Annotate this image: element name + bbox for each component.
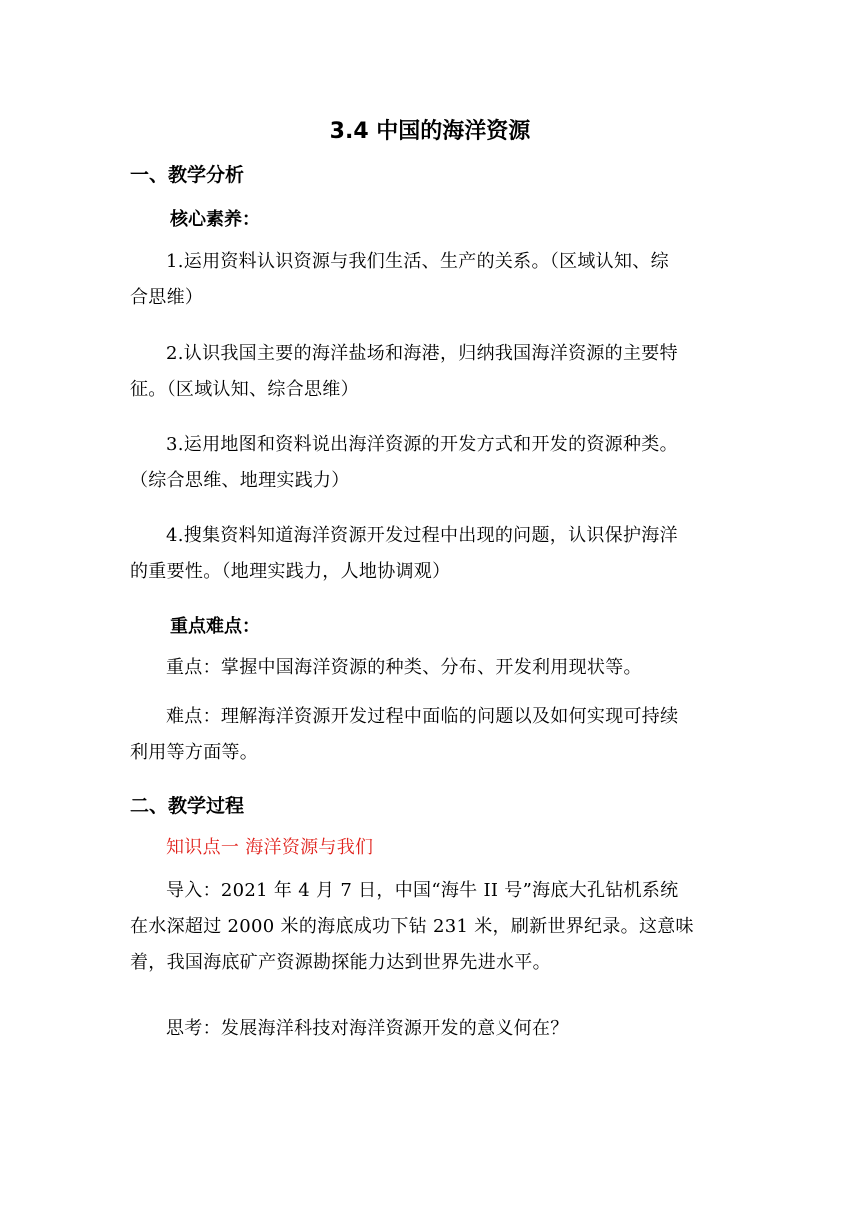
knowledge-point-heading <box>130 830 730 866</box>
difficult-point-paragraph <box>130 699 730 771</box>
item-3-line-2: （综合思维、地理实践力） <box>130 470 350 491</box>
intro-line-2: 在水深超过 2000 米的海底成功下钻 231 米，刷新世界纪录。这意味 <box>130 916 694 937</box>
think-line: 思考：发展海洋科技对海洋资源开发的意义何在？ <box>166 1018 569 1039</box>
item-4-line-1: 4.搜集资料知道海洋资源开发过程中出现的问题，认识保护海洋 <box>166 525 678 546</box>
difficult-point-line-2: 利用等方面等。 <box>130 742 259 763</box>
item-3-line-1: 3.运用地图和资料说出海洋资源的开发方式和开发的资源种类。 <box>166 434 678 455</box>
document-title: 3.4 中国的海洋资源 <box>329 119 531 144</box>
knowledge-point-line: 知识点一 海洋资源与我们 <box>166 837 374 858</box>
paragraph-item-1 <box>130 244 730 316</box>
item-2-line-1: 2.认识我国主要的海洋盐场和海港，归纳我国海洋资源的主要特 <box>166 343 678 364</box>
key-point-line: 重点：掌握中国海洋资源的种类、分布、开发利用现状等。 <box>166 657 642 678</box>
intro-line-1: 导入：2021 年 4 月 7 日，中国“海牛 II 号”海底大孔钻机系统 <box>166 880 679 901</box>
intro-paragraph <box>130 873 730 981</box>
paragraph-item-3 <box>130 427 730 499</box>
core-literacy-heading: 核心素养： <box>170 209 260 230</box>
key-difficult-heading: 重点难点： <box>170 616 260 637</box>
item-1-line-2: 合思维） <box>130 287 204 308</box>
intro-line-3: 着，我国海底矿产资源勘探能力达到世界先进水平。 <box>130 952 551 973</box>
section-heading-teaching-process: 二、教学过程 <box>130 795 245 817</box>
difficult-point-line-1: 难点：理解海洋资源开发过程中面临的问题以及如何实现可持续 <box>166 706 679 727</box>
item-2-line-2: 征。（区域认知、综合思维） <box>130 379 359 400</box>
item-1-line-1: 1.运用资料认识资源与我们生活、生产的关系。（区域认知、综 <box>166 251 669 272</box>
paragraph-item-4 <box>130 518 730 590</box>
paragraph-item-2 <box>130 336 730 408</box>
think-paragraph <box>130 1011 730 1047</box>
section-heading-teaching-analysis: 一、教学分析 <box>130 164 245 186</box>
key-point-paragraph <box>130 650 730 686</box>
item-4-line-2: 的重要性。（地理实践力，人地协调观） <box>130 561 451 582</box>
